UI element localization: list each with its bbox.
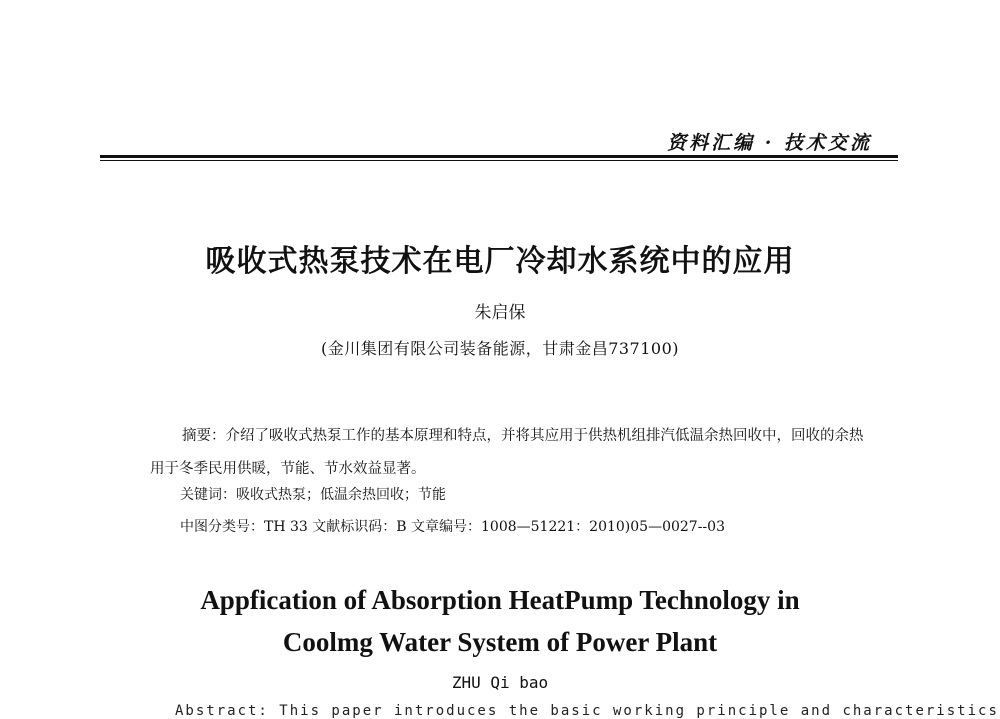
chinese-title: 吸收式热泵技术在电厂冷却水系统中的应用 <box>205 244 795 279</box>
section-header-label: 资料汇编 · 技术交流 <box>667 132 872 154</box>
chinese-affiliation: (金川集团有限公司装备能源，甘肃金昌737100) <box>320 339 680 358</box>
classification-info: 中图分类号：TH 33 文献标识码：B 文章编号：1008—51221：2010)05—0027--03 <box>180 519 725 535</box>
english-title-line-1: Appfication of Absorption HeatPump Technology in <box>200 585 800 615</box>
chinese-author: 朱启保 <box>474 303 526 323</box>
english-author: ZHU Qi bao <box>451 673 549 692</box>
header-rule-thin <box>100 160 898 161</box>
header-rule-thick <box>100 155 898 158</box>
keywords: 关键词：吸收式热泵；低温余热回收；节能 <box>180 487 446 503</box>
english-title-line-2: Coolmg Water System of Power Plant <box>282 627 718 657</box>
chinese-abstract: 摘要：介绍了吸收式热泵工作的基本原理和特点，并将其应用于供热机组排汽低温余热回收中，回收的余热用于冬季民用供暖，节能、节水效益显著。 <box>150 428 864 477</box>
english-abstract-partial: Abstract: This paper introduces the basic working principle and characteristics <box>175 703 999 719</box>
